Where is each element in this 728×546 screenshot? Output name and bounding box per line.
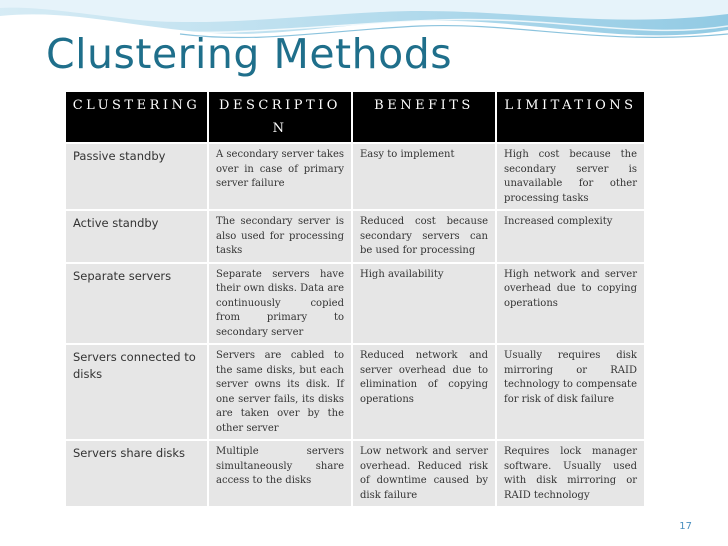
method-cell: Separate servers	[66, 264, 209, 346]
header-benefits: BENEFITS	[353, 92, 497, 144]
description-cell: Multiple servers simultaneously share access to the disks	[209, 441, 353, 508]
header-row	[66, 92, 644, 144]
benefits-cell: High availability	[353, 264, 497, 346]
description-cell: Servers are cabled to the same disks, but each server owns its disk. If one server fails, its disks are taken over by the other server	[209, 345, 353, 441]
method-cell: Passive standby	[66, 144, 209, 211]
table-row	[66, 264, 644, 346]
benefits-cell: Low network and server overhead. Reduced risk of downtime caused by disk failure	[353, 441, 497, 508]
limitations-cell: Requires lock manager software. Usually used with disk mirroring or RAID technology	[497, 441, 644, 508]
limitations-cell: High network and server overhead due to copying operations	[497, 264, 644, 346]
clustering-methods-table	[66, 92, 644, 508]
method-cell: Servers share disks	[66, 441, 209, 508]
table-row	[66, 441, 644, 508]
description-cell: A secondary server takes over in case of primary server failure	[209, 144, 353, 211]
method-cell: Active standby	[66, 211, 209, 264]
benefits-cell: Easy to implement	[353, 144, 497, 211]
description-cell: Separate servers have their own disks. Data are continuously copied from primary to secondary server	[209, 264, 353, 346]
slide-title: Clustering Methods	[46, 30, 453, 78]
table-row	[66, 211, 644, 264]
limitations-cell: High cost because the secondary server is unavailable for other processing tasks	[497, 144, 644, 211]
header-description: DESCRIPTION	[209, 92, 353, 144]
table-row	[66, 144, 644, 211]
limitations-cell: Increased complexity	[497, 211, 644, 264]
limitations-cell: Usually requires disk mirroring or RAID technology to compensate for risk of disk failure	[497, 345, 644, 441]
table-row	[66, 345, 644, 441]
description-cell: The secondary server is also used for processing tasks	[209, 211, 353, 264]
page-number: 17	[679, 521, 692, 532]
method-cell: Servers connected to disks	[66, 345, 209, 441]
header-limitations: LIMITATIONS	[497, 92, 644, 144]
benefits-cell: Reduced cost because secondary servers can be used for processing	[353, 211, 497, 264]
header-clustering: CLUSTERING	[66, 92, 209, 144]
benefits-cell: Reduced network and server overhead due to elimination of copying operations	[353, 345, 497, 441]
